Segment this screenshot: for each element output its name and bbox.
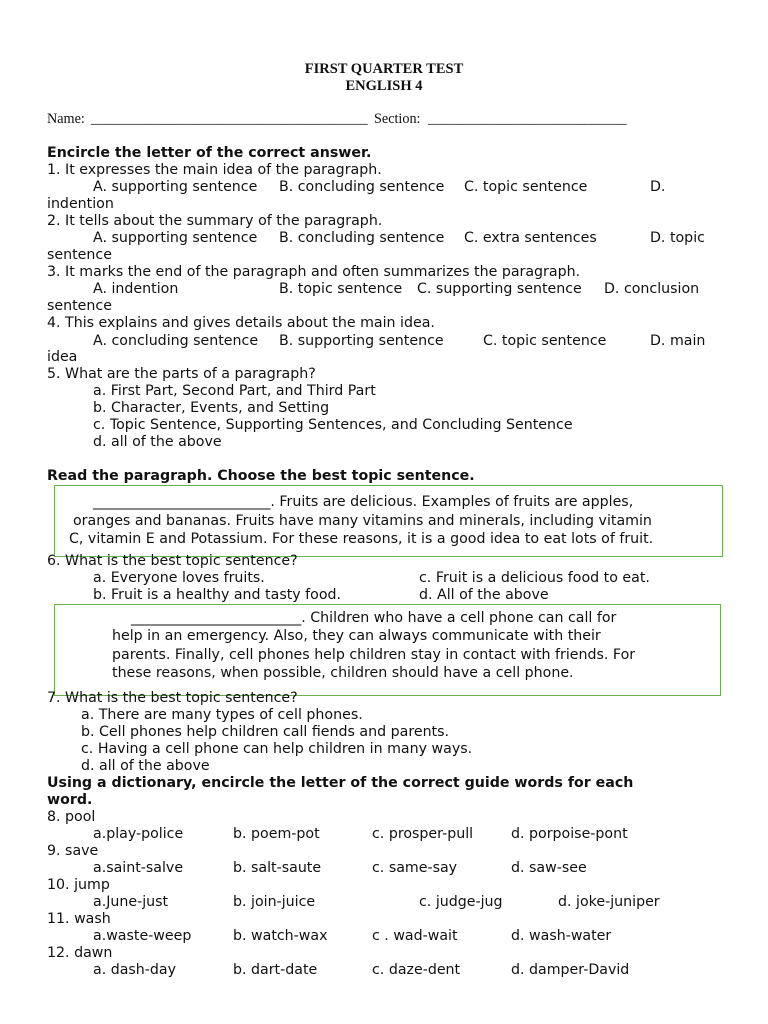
choice-a[interactable]: a.waste-weep	[93, 928, 192, 944]
test-title: FIRST QUARTER TEST	[304, 61, 464, 77]
choice-b[interactable]: B. topic sentence	[279, 281, 403, 297]
question-stem: 2. It tells about the summary of the paragraph.	[47, 213, 383, 229]
choice-c[interactable]: c . wad-wait	[372, 928, 458, 944]
part3-instruction-wrap: word.	[47, 792, 93, 808]
choice-b[interactable]: B. supporting sentence	[279, 333, 444, 349]
choice-b[interactable]: b. poem-pot	[233, 826, 320, 842]
choice-b[interactable]: b. Cell phones help children call fiends and parents.	[81, 724, 450, 740]
test-subject: ENGLISH 4	[345, 78, 423, 94]
choice-c[interactable]: c. Fruit is a delicious food to eat.	[419, 570, 650, 586]
choice-d-wrap[interactable]: idea	[47, 349, 78, 365]
paragraph-line: ________________________. Children who have a cell phone can call for	[131, 610, 617, 626]
choice-a[interactable]: a.saint-salve	[93, 860, 184, 876]
paragraph-line: these reasons, when possible, children should have a cell phone.	[112, 665, 574, 681]
guide-word: 11. wash	[47, 911, 111, 927]
choice-c[interactable]: c. judge-jug	[419, 894, 503, 910]
choice-a[interactable]: a. dash-day	[93, 962, 177, 978]
choice-c[interactable]: c. same-say	[372, 860, 458, 876]
choice-b[interactable]: b. join-juice	[233, 894, 316, 910]
question-stem: 4. This explains and gives details about the main idea.	[47, 315, 435, 331]
part3-instruction: Using a dictionary, encircle the letter of the correct guide words for each	[47, 775, 634, 791]
choice-d[interactable]: D.	[650, 179, 666, 195]
choice-d-wrap[interactable]: sentence	[47, 247, 112, 263]
choice-b[interactable]: B. concluding sentence	[279, 179, 445, 195]
choice-b[interactable]: b. Fruit is a healthy and tasty food.	[93, 587, 342, 603]
question-stem: 5. What are the parts of a paragraph?	[47, 366, 316, 382]
choice-a[interactable]: a. First Part, Second Part, and Third Part	[93, 383, 376, 399]
choice-b[interactable]: b. Character, Events, and Setting	[93, 400, 330, 416]
guide-word: 8. pool	[47, 809, 96, 825]
name-label: Name:	[47, 111, 85, 127]
choice-d[interactable]: d. porpoise-pont	[511, 826, 628, 842]
choice-a[interactable]: a.June-just	[93, 894, 169, 910]
choice-c[interactable]: C. supporting sentence	[417, 281, 582, 297]
choice-c[interactable]: c. Topic Sentence, Supporting Sentences, and Concluding Sentence	[93, 417, 573, 433]
paragraph-box-fruits	[54, 485, 723, 557]
paragraph-line: help in an emergency. Also, they can always communicate with their	[112, 628, 601, 644]
choice-b[interactable]: b. dart-date	[233, 962, 318, 978]
choice-a[interactable]: A. concluding sentence	[93, 333, 259, 349]
choice-d[interactable]: d. wash-water	[511, 928, 612, 944]
choice-d-wrap[interactable]: sentence	[47, 298, 112, 314]
choice-b[interactable]: b. watch-wax	[233, 928, 328, 944]
guide-word: 9. save	[47, 843, 99, 859]
choice-a[interactable]: a. Everyone loves fruits.	[93, 570, 265, 586]
paragraph-line: _________________________. Fruits are delicious. Examples of fruits are apples,	[93, 494, 634, 510]
paragraph-line: C, vitamin E and Potassium. For these reasons, it is a good idea to eat lots of fruit.	[69, 531, 654, 547]
choice-a[interactable]: A. supporting sentence	[93, 179, 258, 195]
part1-instruction: Encircle the letter of the correct answer.	[47, 145, 372, 161]
choice-c[interactable]: c. Having a cell phone can help children in many ways.	[81, 741, 473, 757]
question-stem: 7. What is the best topic sentence?	[47, 690, 298, 706]
choice-a[interactable]: a.play-police	[93, 826, 184, 842]
choice-d[interactable]: D. topic	[650, 230, 705, 246]
choice-a[interactable]: A. indention	[93, 281, 179, 297]
paragraph-line: parents. Finally, cell phones help children stay in contact with friends. For	[112, 647, 636, 663]
choice-b[interactable]: b. salt-saute	[233, 860, 322, 876]
part2-instruction: Read the paragraph. Choose the best topic sentence.	[47, 468, 475, 484]
name-blank[interactable]: _______________________________________	[91, 111, 368, 127]
choice-d[interactable]: d. All of the above	[419, 587, 549, 603]
choice-c[interactable]: c. daze-dent	[372, 962, 461, 978]
choice-c[interactable]: C. extra sentences	[464, 230, 597, 246]
paragraph-line: oranges and bananas. Fruits have many vitamins and minerals, including vitamin	[73, 513, 652, 529]
guide-word: 12. dawn	[47, 945, 113, 961]
choice-c[interactable]: C. topic sentence	[483, 333, 607, 349]
choice-d[interactable]: d. saw-see	[511, 860, 587, 876]
choice-a[interactable]: A. supporting sentence	[93, 230, 258, 246]
guide-word: 10. jump	[47, 877, 110, 893]
choice-d[interactable]: d. all of the above	[93, 434, 222, 450]
choice-d[interactable]: D. conclusion	[604, 281, 700, 297]
question-stem: 3. It marks the end of the paragraph and often summarizes the paragraph.	[47, 264, 581, 280]
question-stem: 1. It expresses the main idea of the paragraph.	[47, 162, 382, 178]
choice-b[interactable]: B. concluding sentence	[279, 230, 445, 246]
choice-c[interactable]: C. topic sentence	[464, 179, 588, 195]
choice-d[interactable]: d. joke-juniper	[558, 894, 660, 910]
question-stem: 6. What is the best topic sentence?	[47, 553, 298, 569]
section-label: Section:	[374, 111, 421, 127]
section-blank[interactable]: ____________________________	[428, 111, 627, 127]
choice-a[interactable]: a. There are many types of cell phones.	[81, 707, 363, 723]
choice-c[interactable]: c. prosper-pull	[372, 826, 474, 842]
choice-d[interactable]: d. all of the above	[81, 758, 210, 774]
choice-d[interactable]: d. damper-David	[511, 962, 630, 978]
paragraph-box-cellphones	[54, 604, 721, 696]
choice-d-wrap[interactable]: indention	[47, 196, 114, 212]
choice-d[interactable]: D. main	[650, 333, 706, 349]
